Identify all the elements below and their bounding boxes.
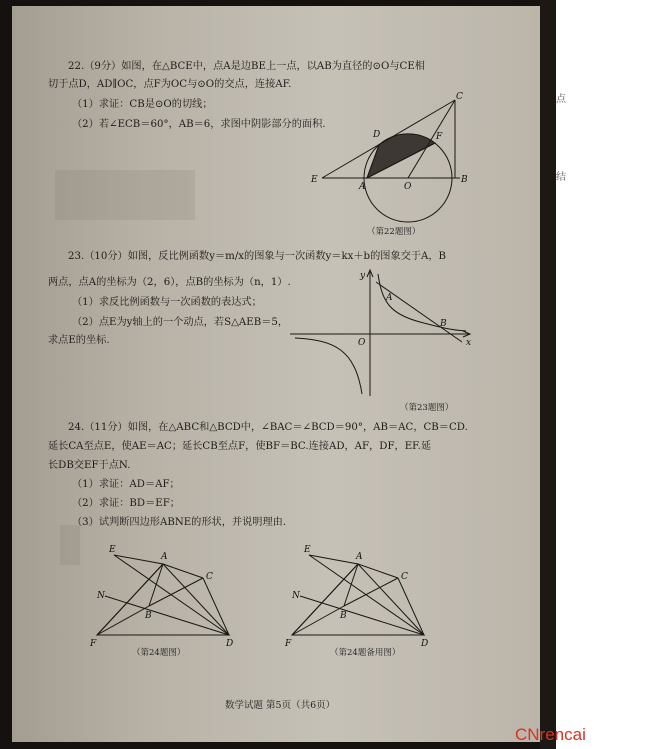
label-O: O	[404, 182, 412, 192]
label-E: E	[311, 175, 318, 185]
label-C: C	[456, 92, 463, 102]
q24-part3: （3）试判断四边形ABNE的形状，并说明理由.	[72, 517, 287, 528]
label-C: C	[401, 572, 408, 582]
label-A: A	[356, 552, 363, 562]
axis-x-label: x	[466, 338, 472, 348]
right-margin	[556, 0, 650, 749]
bleed-through	[60, 525, 80, 565]
label-A: A	[161, 552, 168, 562]
q24-figure	[85, 540, 250, 652]
label-F: F	[90, 639, 97, 649]
q23-figure	[290, 262, 480, 402]
label-D: D	[226, 639, 234, 649]
q23-part1: （1）求反比例函数与一次函数的表达式；	[72, 297, 262, 308]
q22-part1: （1）求证：CB是⊙O的切线；	[72, 99, 213, 110]
q24-backup-caption: （第24题备用图）	[330, 648, 401, 658]
q24-part2: （2）求证：BD＝EF；	[72, 498, 180, 509]
watermark: CNrencai	[515, 725, 586, 744]
point-B-label: B	[440, 319, 447, 329]
label-B: B	[461, 175, 468, 185]
label-B: B	[340, 611, 347, 621]
page-footer: 数学试题 第5页（共6页）	[225, 700, 336, 711]
q22-figure	[305, 90, 480, 235]
origin-label: O	[358, 338, 366, 348]
q24-backup-figure	[280, 540, 445, 652]
axis-y-label: y	[360, 271, 366, 281]
q23-part3: 求点E的坐标.	[48, 335, 110, 346]
label-D: D	[373, 130, 381, 140]
q23-caption: （第23题图）	[400, 403, 454, 413]
edge-char-1: 点	[556, 94, 566, 105]
q22-line2: 切于点D，AD∥OC，点F为OC与⊙O的交点，连接AF.	[48, 79, 292, 90]
label-N: N	[97, 591, 105, 601]
label-F: F	[436, 132, 443, 142]
q24-line2: 延长CA至点E，使AE＝AC；延长CB至点F，使BF＝BC.连接AD，AF，DF，EF.延	[48, 441, 432, 452]
q23-line2: 两点，点A的坐标为（2，6），点B的坐标为（n，1）.	[48, 277, 291, 288]
label-C: C	[206, 572, 213, 582]
q22-caption: （第22题图）	[367, 227, 421, 237]
label-F: F	[285, 639, 292, 649]
label-B: B	[145, 611, 152, 621]
q23-part2: （2）点E为y轴上的一个动点，若S△AEB＝5，	[72, 317, 289, 328]
bleed-through	[55, 170, 195, 220]
label-A: A	[359, 182, 366, 192]
q22-line1: 22.（9分）如图，在△BCE中，点A是边BE上一点，以AB为直径的⊙O与CE相	[68, 61, 425, 72]
point-A-label: A	[386, 293, 393, 303]
next-page-edge	[540, 0, 556, 749]
q23-line1: 23.（10分）如图，反比例函数y＝m/x的图象与一次函数y＝kx＋b的图象交于A，B	[68, 251, 447, 262]
edge-char-2: 结	[556, 172, 566, 183]
q24-line3: 长DB交EF于点N.	[48, 460, 131, 471]
label-D: D	[421, 639, 429, 649]
q24-part1: （1）求证：AD＝AF；	[72, 479, 180, 490]
q24-line1: 24.（11分）如图，在△ABC和△BCD中，∠BAC＝∠BCD＝90°，AB＝AC，CB＝CD.	[68, 422, 468, 433]
label-E: E	[109, 545, 116, 555]
q24-caption: （第24题图）	[132, 648, 186, 658]
label-E: E	[304, 545, 311, 555]
q22-part2: （2）若∠ECB＝60°，AB＝6，求图中阴影部分的面积.	[72, 119, 326, 130]
label-N: N	[292, 591, 300, 601]
